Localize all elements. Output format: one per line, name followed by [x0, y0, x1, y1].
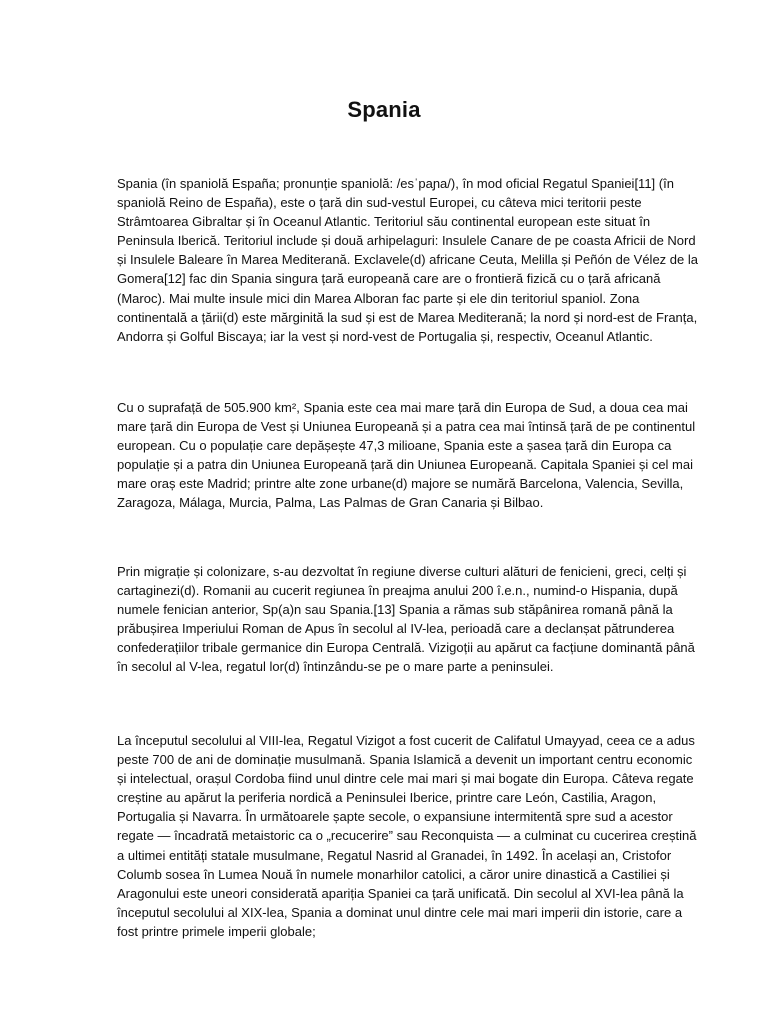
document-title: Spania [347, 97, 421, 122]
paragraph-early-history: Prin migrație și colonizare, s-au dezvoltat în regiune diverse culturi alături de fenicieni, greci, celți și cartaginezi(d). Romanii au cucerit regiunea în preajma anului 200 î.e.n., numind-o Hispania, după numele fenician anterior, Sp(a)n sau Spania.[13] Spania a rămas sub stăpânirea romană până la prăbușirea Imperiului Roman de Apus în secolul al IV-lea, perioadă care a declanșat pătrunderea confederațiilor tribale germanice din Europa Centrală. Vizigoții au apărut ca facțiune dominantă până în secolul al V-lea, regatul lor(d) întinzându-se pe o mare parte a peninsulei. [117, 564, 695, 675]
paragraph-intro: Spania (în spaniolă España; pronunție spaniolă: /esˈpaɲa/), în mod oficial Regatul Spaniei[11] (în spaniolă Reino de España), este o țară din sud-vestul Europei, cu câteva mici teritorii peste Strâmtoarea Gibraltar și în Oceanul Atlantic. Teritoriul său continental european este situat în Peninsula Iberică. Teritoriul include și două arhipelaguri: Insulele Canare de pe coasta Africii de Nord și Insulele Baleare în Marea Mediterană. Exclavele(d) africane Ceuta, Melilla și Peñón de Vélez de la Gomera[12] fac din Spania singura țară europeană care are o frontieră fizică cu o țară africană (Maroc). Mai multe insule mici din Marea Alboran fac parte și ele din teritoriul spaniol. Zona continentală a țării(d) este mărginită la sud și est de Marea Mediterană; la nord și nord-est de Franța, Andorra și Golful Biscaya; iar la vest și nord-vest de Portugalia și, respectiv, Oceanul Atlantic. [117, 176, 698, 344]
paragraph-medieval-history: La începutul secolului al VIII-lea, Regatul Vizigot a fost cucerit de Califatul Umayyad, ceea ce a adus peste 700 de ani de dominație musulmană. Spania Islamică a devenit un important centru economic și intelectual, orașul Cordoba fiind unul dintre cele mai mari și mai bogate din Europa. Câteva regate creștine au apărut la periferia nordică a Peninsulei Iberice, printre care León, Castilia, Aragon, Portugalia și Navarra. În următoarele șapte secole, o expansiune intermitentă spre sud a acestor regate — încadrată metaistoric ca o „recucerire” sau Reconquista — a culminat cu cucerirea creștină a ultimei entități statale musulmane, Regatul Nasrid al Granadei, în 1492. În același an, Cristofor Columb sosea în Lumea Nouă în numele monarhilor catolici, a căror unire dinastică a Castiliei și Aragonului este uneori considerată apariția Spaniei ca țară unificată. Din secolul al XVI-lea până la începutul secolului al XIX-lea, Spania a dominat unul dintre cele mai mari imperii din istorie, care a fost printre primele imperii globale; [117, 733, 697, 939]
paragraph-geography: Cu o suprafață de 505.900 km², Spania este cea mai mare țară din Europa de Sud, a doua cea mai mare țară din Europa de Vest și Uniunea Europeană și a patra cea mai întinsă țară de pe continentul european. Cu o populație care depășește 47,3 milioane, Spania este a șasea țară din Europa ca populație și a patra din Uniunea Europeană țară din Uniunea Europeană. Capitala Spaniei și cel mai mare oraș este Madrid; printre alte zone urbane(d) majore se numără Barcelona, Valencia, Sevilla, Zaragoza, Málaga, Murcia, Palma, Las Palmas de Gran Canaria și Bilbao. [117, 400, 696, 511]
